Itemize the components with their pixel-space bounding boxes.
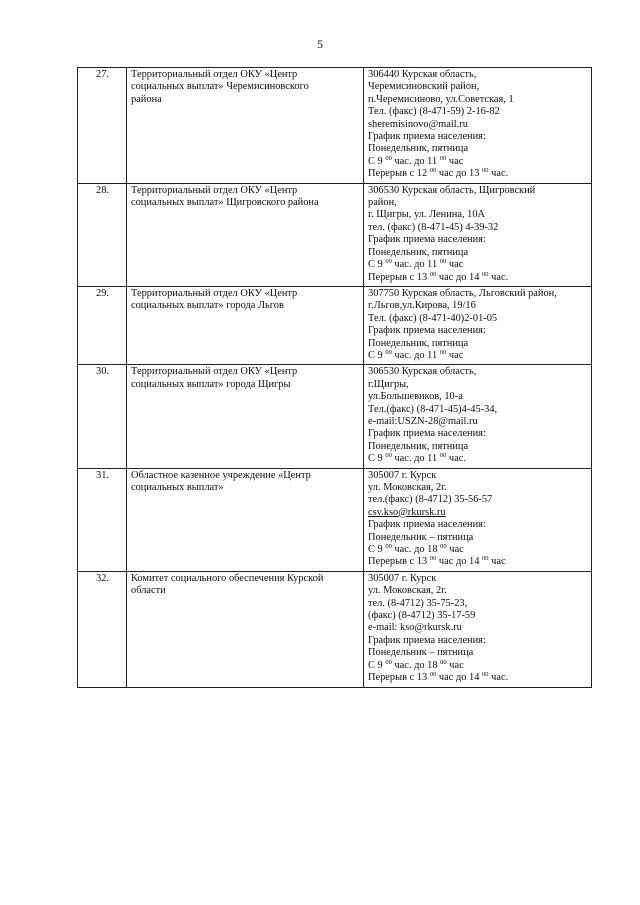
contact-line: Понедельник, пятница (368, 246, 469, 258)
schedule-text: час (446, 155, 464, 167)
table-row (78, 286, 592, 364)
minutes-superscript: 00 (439, 258, 447, 266)
contact-line: Понедельник – пятница (368, 647, 474, 659)
schedule-text: С 9 (368, 349, 386, 361)
minutes-superscript: 00 (482, 671, 489, 679)
contact-line: e-mail: kso@rkursk.ru (368, 622, 462, 634)
organization-name-line: Территориальный отдел ОКУ «Центр (131, 366, 298, 378)
organization-name-line: Территориальный отдел ОКУ «Центр (131, 184, 298, 196)
table-body (78, 68, 592, 688)
contact-line: Черемисиновский район, (368, 81, 480, 93)
contact-info (364, 68, 592, 184)
minutes-superscript: 00 (440, 658, 447, 666)
minutes-superscript: 00 (385, 348, 392, 356)
contact-line: ул. Моковская, 2г. (368, 482, 447, 493)
contact-line: Понедельник, пятница (368, 337, 469, 349)
schedule-text: час. (446, 453, 466, 465)
schedule-text: Перерыв с 13 (368, 672, 430, 684)
schedule-line (368, 660, 588, 672)
contact-info (364, 183, 592, 286)
organization-name (127, 571, 364, 687)
schedule-text: час (446, 349, 464, 361)
schedule-text: час. (488, 271, 509, 283)
page-number: 5 (317, 37, 323, 51)
table-row (78, 571, 592, 687)
contact-info (364, 571, 592, 687)
organization-name-line: социальных выплат» города Льгов (131, 300, 284, 312)
contact-line: тел.(факс) (8-4712) 35-56-57 (368, 494, 493, 506)
row-number: 29. (78, 286, 127, 364)
contact-line: г. Щигры, ул. Ленина, 10А (368, 209, 486, 221)
contact-line: ул.Большевиков, 10-а (368, 391, 463, 403)
schedule-text: час. до 11 (391, 453, 440, 465)
schedule-text: час (446, 544, 464, 556)
contact-line: тел. (8-4712) 35-75-23, (368, 597, 468, 609)
contacts-table (77, 67, 592, 688)
organization-name-line: Территориальный отдел ОКУ «Центр (131, 287, 298, 299)
organization-name-line: Комитет социального обеспечения Курской (131, 572, 324, 584)
minutes-superscript: 00 (385, 658, 392, 666)
schedule-text: час до 14 (436, 271, 483, 283)
schedule-text: Перерыв с 12 (368, 168, 430, 180)
organization-name-line: социальных выплат» (131, 482, 224, 493)
schedule-text: час. до 11 (391, 155, 440, 167)
organization-name-line: социальных выплат» Черемисиновского (131, 81, 309, 93)
minutes-superscript: 00 (439, 452, 447, 460)
schedule-text: час. до 11 (391, 259, 440, 271)
organization-name (127, 68, 364, 184)
contact-line: 306440 Курская область, (368, 69, 477, 80)
schedule-text: час. (488, 168, 509, 180)
contact-line: г.Щигры, (368, 378, 409, 390)
contact-line: Понедельник, пятница (368, 143, 469, 155)
contact-info (364, 286, 592, 364)
organization-name (127, 286, 364, 364)
contact-line: 306530 Курская область, Щигровский (368, 184, 536, 196)
contact-line: 305007 г. Курск (368, 572, 437, 584)
contact-line: ул. Моковская, 2г. (368, 585, 447, 597)
schedule-text: час. (488, 672, 509, 684)
schedule-text: час до 13 (436, 168, 483, 180)
minutes-superscript: 00 (385, 154, 392, 162)
contact-line: Понедельник – пятница (368, 531, 474, 543)
schedule-line (368, 556, 588, 568)
contact-line: График приема населения: (368, 131, 486, 143)
schedule-line (368, 272, 588, 284)
schedule-text: час до 14 (436, 672, 483, 684)
contact-line: тел. (факс) (8-471-45) 4-39-32 (368, 221, 499, 233)
contact-line: г.Льгов,ул.Кирова, 19/16 (368, 300, 476, 312)
organization-name (127, 365, 364, 468)
minutes-superscript: 00 (385, 258, 392, 266)
organization-name-line: социальных выплат» Щигровского района (131, 197, 319, 209)
contact-line: sheremisinovo@mail.ru (368, 118, 468, 130)
contact-line: График приема населения: (368, 325, 486, 337)
contact-line: Тел.(факс) (8-471-45)4-45-34, (368, 403, 498, 415)
schedule-text: час (446, 259, 464, 271)
minutes-superscript: 00 (429, 671, 437, 679)
organization-name-line: Областное казенное учреждение «Центр (131, 469, 311, 481)
schedule-line (368, 168, 588, 180)
contact-line: График приема населения: (368, 428, 486, 440)
minutes-superscript: 00 (440, 543, 447, 551)
contact-line: 307750 Курская область, Льговский район, (368, 287, 557, 299)
table-row (78, 68, 592, 184)
table-row (78, 183, 592, 286)
minutes-superscript: 00 (385, 543, 392, 551)
minutes-superscript: 00 (482, 167, 489, 175)
schedule-text: час (446, 659, 464, 671)
organization-name-line: области (131, 585, 166, 597)
table-row (78, 468, 592, 571)
schedule-line (368, 156, 588, 168)
schedule-text: час. до 11 (391, 349, 440, 361)
contact-info (364, 365, 592, 468)
contact-line: (факс) (8-4712) 35-17-59 (368, 610, 476, 622)
contact-line: 305007 г. Курск (368, 469, 437, 481)
table-row (78, 365, 592, 468)
row-number: 31. (78, 468, 127, 571)
row-number: 28. (78, 183, 127, 286)
contact-line: 306530 Курская область, (368, 366, 477, 378)
schedule-text: час до 14 (436, 556, 483, 568)
row-number: 30. (78, 365, 127, 468)
contact-line: район, (368, 197, 397, 209)
contact-line: Тел. (факс) (8-471-59) 2-16-82 (368, 106, 500, 118)
schedule-text: час (488, 556, 506, 568)
organization-name-line: Территориальный отдел ОКУ «Центр (131, 69, 298, 80)
schedule-line (368, 544, 588, 556)
organization-name-line: социальных выплат» города Щигры (131, 378, 291, 390)
minutes-superscript: 00 (482, 555, 489, 563)
organization-name (127, 468, 364, 571)
contact-line: Понедельник, пятница (368, 440, 469, 452)
contact-line: График приема населения: (368, 634, 486, 646)
organization-name-line: района (131, 93, 162, 105)
minutes-superscript: 00 (482, 270, 489, 278)
contact-line: e-mail:USZN-28@mail.ru (368, 415, 478, 427)
schedule-line (368, 672, 588, 684)
schedule-text: С 9 (368, 259, 386, 271)
row-number: 32. (78, 571, 127, 687)
minutes-superscript: 00 (429, 167, 437, 175)
schedule-line (368, 350, 588, 362)
minutes-superscript: 00 (385, 452, 392, 460)
email-link[interactable]: csv.kso@rkursk.ru (368, 506, 446, 518)
organization-name (127, 183, 364, 286)
schedule-line (368, 259, 588, 271)
minutes-superscript: 00 (439, 348, 447, 356)
schedule-text: Перерыв с 13 (368, 271, 430, 283)
contact-line: График приема населения: (368, 234, 486, 246)
minutes-superscript: 00 (439, 154, 447, 162)
row-number: 27. (78, 68, 127, 184)
schedule-text: С 9 (368, 659, 386, 671)
schedule-text: С 9 (368, 453, 386, 465)
schedule-text: Перерыв с 13 (368, 556, 430, 568)
schedule-line (368, 453, 588, 465)
schedule-text: час. до 18 (391, 544, 441, 556)
contact-line: п.Черемисиново, ул.Советская, 1 (368, 93, 514, 105)
schedule-text: С 9 (368, 155, 386, 167)
schedule-text: час. до 18 (391, 659, 441, 671)
minutes-superscript: 00 (429, 555, 437, 563)
contact-line: Тел. (факс) (8-471-40)2-01-05 (368, 312, 498, 324)
minutes-superscript: 00 (429, 270, 437, 278)
contact-line: График приема населения: (368, 519, 486, 531)
schedule-text: С 9 (368, 544, 386, 556)
contact-info (364, 468, 592, 571)
